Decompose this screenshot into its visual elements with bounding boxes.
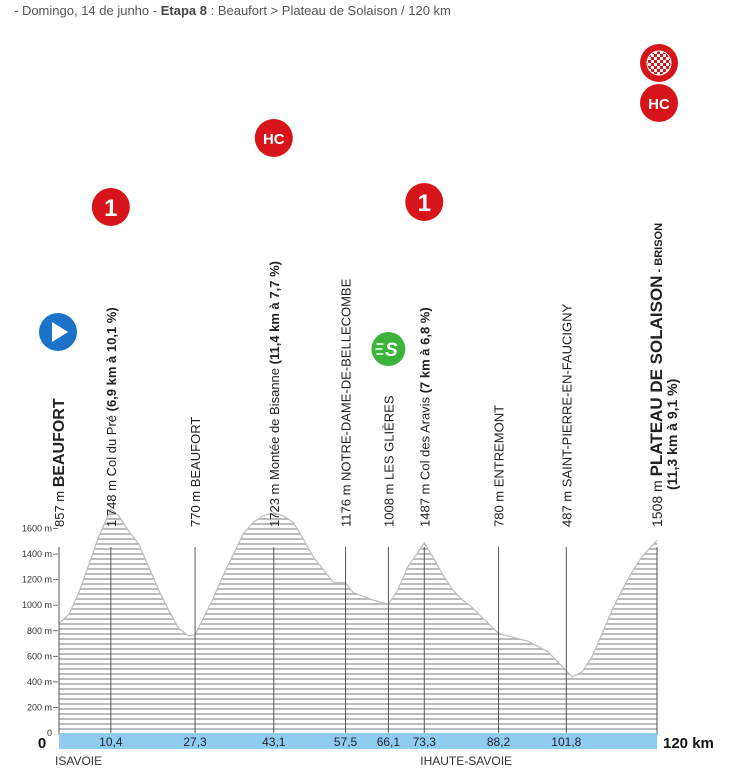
marker-name: ENTREMONT: [491, 404, 507, 488]
x-tick-label: 73,3: [412, 735, 436, 749]
marker-name: NOTRE-DAME-DE-BELLECOMBE: [338, 278, 354, 481]
marker-name: BEAUFORT: [51, 398, 68, 488]
marker-label: [51, 398, 68, 527]
stage-date: - Domingo, 14 de junho -: [14, 3, 158, 18]
marker-altitude: 1 748 m: [103, 476, 119, 527]
marker-name: SAINT-PIERRE-EN-FAUCIGNY: [559, 303, 575, 488]
x-tick-label: 10,4: [99, 735, 123, 749]
y-tick-label: 800 m: [26, 625, 52, 636]
marker-name: Col des Aravis: [417, 396, 433, 481]
stage-number: Etapa 8: [160, 3, 207, 18]
marker-label: [188, 417, 203, 527]
marker-altitude: 770 m: [188, 487, 204, 527]
marker-altitude: 780 m: [491, 487, 507, 527]
marker-detail: (7 km à 6,8 %): [417, 307, 433, 397]
climb-category: HC: [262, 131, 285, 148]
climb-category: HC: [648, 96, 670, 113]
marker-altitude: 487 m: [559, 487, 575, 527]
region-label: ISAVOIE: [55, 754, 103, 768]
x-tick-label: 120 km: [663, 735, 714, 752]
sprint-letter: S: [385, 340, 398, 361]
x-tick-label: 57,5: [333, 735, 358, 749]
marker-name: LES GLIÈRES: [381, 395, 397, 481]
x-tick-label: 88,2: [486, 735, 511, 749]
climb-category: 1: [104, 195, 118, 222]
marker-detail: (11,3 km à 9,1 %): [664, 378, 680, 490]
finish-checker: [647, 51, 671, 75]
marker-detail: (11,4 km à 7,7 %): [266, 261, 282, 368]
marker-altitude: 1487 m: [417, 480, 433, 527]
marker-label: [267, 261, 282, 527]
climb-category: 1: [417, 190, 431, 217]
marker-label: [381, 395, 396, 527]
marker-name: BEAUFORT: [188, 416, 204, 488]
y-tick-label: 600 m: [26, 651, 52, 662]
marker-altitude: 1723 m: [266, 480, 282, 527]
marker-suffix: - BRISON: [653, 222, 665, 276]
marker-name: PLATEAU DE SOLAISON: [647, 275, 666, 477]
x-tick-label: 101,8: [551, 735, 582, 749]
y-tick-label: 1000 m: [21, 600, 52, 611]
marker-label: [339, 278, 354, 527]
marker-altitude: 857 m: [52, 487, 67, 527]
x-tick-label: 27,3: [183, 735, 207, 749]
marker-name: Col du Pré: [103, 414, 119, 477]
x-tick-label: 66,1: [376, 735, 401, 749]
marker-label: [417, 307, 432, 527]
marker-altitude: 1008 m: [381, 480, 397, 527]
marker-label: [104, 307, 119, 527]
y-tick-label: 0: [46, 728, 52, 738]
marker-label: [559, 303, 574, 527]
marker-detail: (6,9 km à 10,1 %): [103, 307, 119, 415]
marker-label: [492, 405, 507, 527]
x-tick-label: 0: [37, 735, 47, 752]
y-tick-label: 200 m: [26, 702, 52, 713]
region-label: IHAUTE-SAVOIE: [420, 754, 513, 768]
stage-route: : Beaufort > Plateau de Solaison / 120 km: [210, 3, 451, 18]
y-tick-label: 400 m: [26, 676, 52, 687]
marker-name: Montée de Bisanne: [266, 367, 282, 481]
y-tick-label: 1400 m: [21, 549, 52, 560]
profile-area: [59, 510, 657, 733]
marker-altitude: 1508 m: [649, 476, 665, 527]
y-tick-label: 1600 m: [21, 523, 52, 534]
marker-altitude: 1176 m: [338, 480, 354, 527]
x-tick-label: 43,1: [262, 735, 286, 749]
y-tick-label: 1200 m: [21, 574, 52, 585]
